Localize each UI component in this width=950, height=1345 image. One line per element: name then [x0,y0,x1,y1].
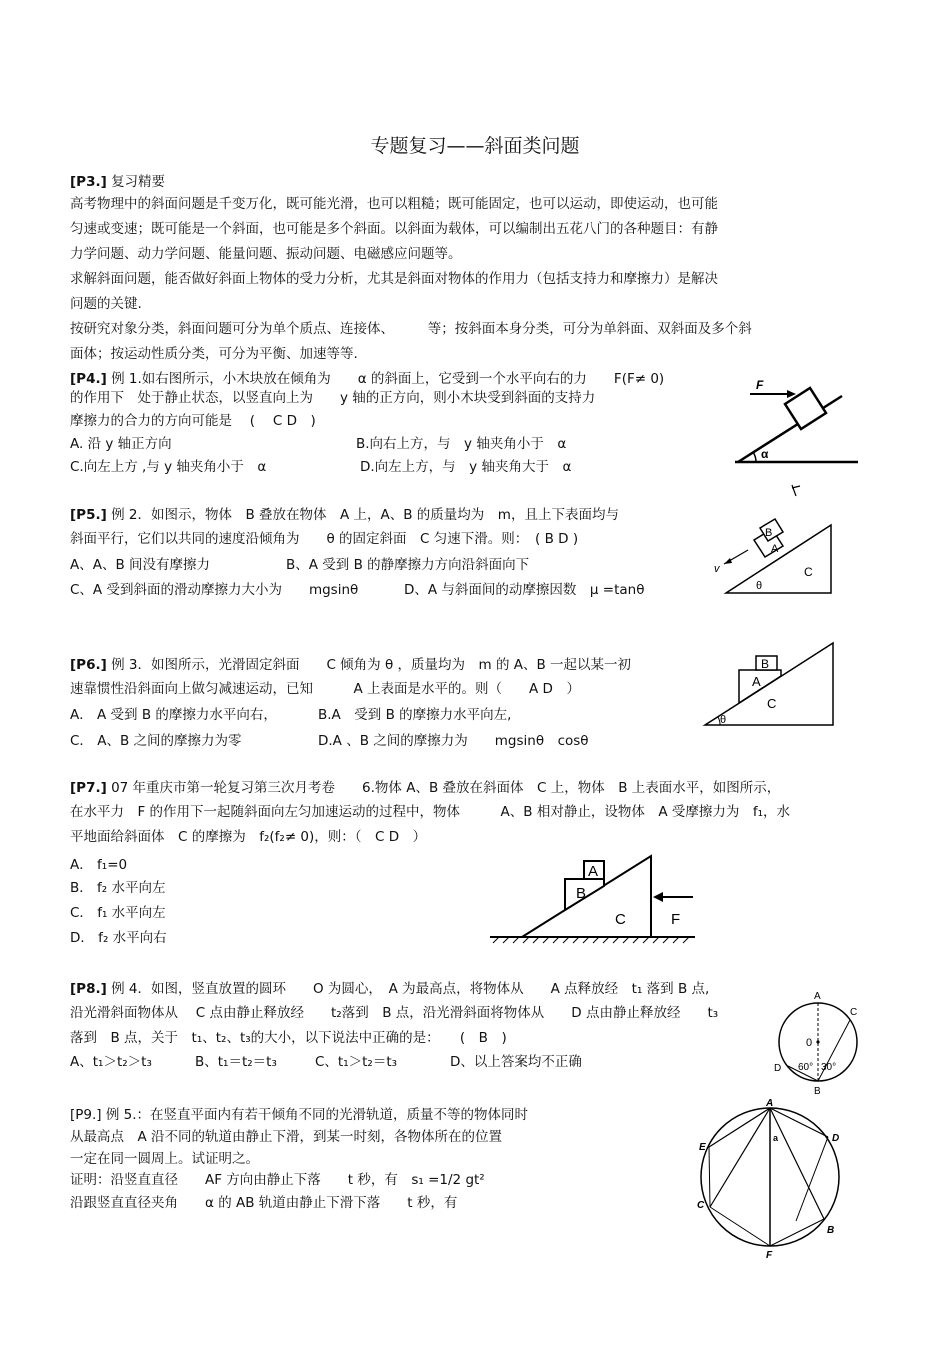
p7-option: D． f₂ 水平向右 [70,930,167,946]
block-a-label: A [588,863,599,880]
p7-line: 在水平力 F 的作用下一起随斜面向左匀加速运动的过程中，物体 A、B 相对静止，设物体 A 受摩擦力为 f₁，水 [70,804,791,820]
intro-line: 面体；按运动性质分类，可分为平衡、加速等等. [70,346,358,362]
point-d-label: D [774,1063,782,1074]
p6-option: D.A 、B 之间的摩擦力为 mgsinθ cosθ [318,733,589,749]
point-b-label: B [827,1225,835,1236]
page-title: 专题复习——斜面类问题 [370,135,580,157]
p5-line: 斜面平行，它们以共同的速度沿倾角为 θ 的固定斜面 C 匀速下滑。则： ( B D ) [70,531,579,547]
point-a-label: A [814,991,821,1002]
incline-label: C [767,696,777,711]
p7-line: 平地面给斜面体 C 的摩擦为 f₂(f₂≠ 0)，则：（ C D ） [70,829,427,845]
intro-heading-text: 复习精要 [111,174,166,190]
intro-line: 匀速或变速；既可能是一个斜面，也可能是多个斜面。以斜面为载体，可以编制出五花八门的各种题目：有静 [70,221,718,237]
stray-mark [792,485,800,496]
p5-tag: [P5.] [70,507,107,523]
p6-option: B.A 受到 B 的摩擦力水平向左, [318,707,512,723]
p4-line [70,370,664,388]
intro-line: 按研究对象分类，斜面问题可分为单个质点、连接体、 等；按斜面本身分类，可分为单斜面、双斜面及多个斜 [70,321,752,337]
angle-label: α [761,447,769,461]
angle-label: θ [756,580,763,592]
point-d-label: D [832,1133,840,1144]
p8-line-text: 例 4．如图，竖直放置的圆环 O 为圆心， A 为最高点，将物体从 A 点释放经 t₁ 落到 B 点, [111,981,710,997]
p5-option: D、A 与斜面间的动摩擦因数 μ =tanθ [404,582,645,598]
p4-line: 摩擦力的合力的方向可能是 ( C D ) [70,413,316,429]
p5-line [70,506,619,524]
p8-tag: [P8.] [70,981,107,997]
p8-option: A、t₁＞t₂＞t₃ [70,1054,152,1070]
p6-option: A． A 受到 B 的摩擦力水平向右， [70,707,277,723]
point-c-label: C [697,1200,705,1211]
intro-line: 高考物理中的斜面问题是千变万化，既可能光滑，也可以粗糙；既可能固定，也可以运动，即使运动，也可能 [70,196,718,212]
p8-option: C、t₁＞t₂＝t₃ [315,1054,398,1070]
p4-line-text: 例 1.如右图所示，小木块放在倾角为 α 的斜面上，它受到一个水平向右的力 F(F≠ 0) [111,371,665,387]
chord-ac [710,1108,770,1207]
incline-label: C [804,565,813,579]
p6-tag: [P6.] [70,657,107,673]
block-a-label: A [771,543,779,555]
point-a-label: A [766,1098,774,1109]
p7-incline-figure [485,850,700,950]
p4-option: A. 沿 y 轴正方向 [70,436,172,452]
intro-tag: [P3.] [70,174,107,190]
intro-line: 求解斜面问题，能否做好斜面上物体的受力分析，尤其是斜面对物体的作用力（包括支持力和摩擦力）是解决 [70,271,718,287]
p9-line-text: 例 5.：在竖直平面内有若干倾角不同的光滑轨道，质量不等的物体同时 [105,1107,529,1123]
angle-label: θ [720,714,727,726]
p9-circle-figure [695,1095,855,1265]
point-c-label: C [850,1007,858,1018]
p8-option: D、以上答案均不正确 [450,1054,582,1070]
p6-incline-figure [700,640,840,730]
center-point [816,1040,819,1043]
p4-option: C.向左上方 ,与 y 轴夹角小于 α [70,459,267,475]
p9-line: 证明：沿竖直直径 AF 方向由静止下落 t 秒，有 s₁ =1/2 gt² [70,1172,485,1188]
point-f-label: F [766,1250,773,1261]
p7-tag: [P7.] [70,780,107,796]
force-arrowhead [653,892,663,902]
angle-30-label: 30° [821,1062,837,1073]
p6-line [70,656,631,674]
p8-line: 沿光滑斜面物体从 C 点由静止释放经 t₂落到 B 点，沿光滑斜面将物体从 D 点由静止释放经 t₃ [70,1005,719,1021]
chord-fb [770,1219,824,1246]
angle-60-label: 60° [798,1062,814,1073]
p7-line [70,779,780,797]
p7-option: A． f₁=0 [70,857,128,873]
p4-option: B.向右上方，与 y 轴夹角小于 α [356,436,567,452]
p7-option: B． f₂ 水平向左 [70,880,166,896]
p4-tag: [P4.] [70,371,107,387]
velocity-arrowhead [724,558,732,564]
block-b-label: B [576,885,587,902]
intro-heading [70,173,165,191]
block-a-label: A [752,674,761,689]
intro-line: 问题的关键. [70,296,142,312]
p5-option: C、A 受到斜面的滑动摩擦力大小为 mgsinθ [70,582,359,598]
p8-line [70,980,709,998]
p6-option: C． A、B 之间的摩擦力为零 [70,733,242,749]
velocity-label: v [714,563,720,575]
alpha-label: a [773,1133,779,1143]
p4-option: D.向左上方，与 y 轴夹角大于 α [360,459,572,475]
p5-option: A、A、B 间没有摩擦力 [70,557,211,573]
block-b-label: B [765,527,773,539]
center-label: 0 [806,1037,813,1049]
chord-ec [709,1147,710,1207]
force-label: F [756,378,764,392]
chord-ae [709,1108,770,1147]
p4-incline-figure [730,370,870,470]
point-b-label: B [814,1086,821,1097]
p8-circle-figure [770,985,865,1100]
angle-arc [753,452,756,462]
p6-line: 速靠惯性沿斜面向上做匀减速运动，已知 A 上表面是水平的。则（ A D ） [70,681,580,697]
force-label: F [671,911,681,928]
p8-option: B、t₁＝t₂＝t₃ [195,1054,277,1070]
p7-line-text: 07 年重庆市第一轮复习第三次月考卷 6.物体 A、B 叠放在斜面体 C 上，物体 B 上表面水平，如图所示， [111,780,781,796]
p9-line: 从最高点 A 沿不同的轨道由静止下滑，到某一时刻，各物体所在的位置 [70,1129,503,1145]
chord-cf [710,1207,770,1246]
point-e-label: E [699,1142,706,1153]
p6-line-text: 例 3．如图所示，光滑固定斜面 C 倾角为 θ ，质量均为 m 的 A、B 一起以某一初 [111,657,632,673]
p8-line: 落到 B 点，关于 t₁、t₂、t₃的大小，以下说法中正确的是： ( B ) [70,1030,507,1046]
block-b-label: B [761,657,770,671]
p7-option: C． f₁ 水平向左 [70,905,166,921]
intro-line: 力学问题、动力学问题、能量问题、振动问题、电磁感应问题等。 [70,246,462,262]
chord-d [796,1137,828,1221]
p9-line: 沿跟竖直直径夹角 α 的 AB 轨道由静止下滑下落 t 秒，有 [70,1195,458,1211]
p9-line [70,1106,528,1124]
p9-line: 一定在同一圆周上。试证明之。 [70,1151,259,1167]
chord-ad [770,1108,828,1137]
p5-line-text: 例 2．如图示，物体 B 叠放在物体 A 上，A、B 的质量均为 m，且上下表面均与 [111,507,619,523]
p4-line: 的作用下 处于静止状态，以竖直向上为 y 轴的正方向，则小木块受到斜面的支持力 [70,390,596,406]
p5-option: B、A 受到 B 的静摩擦力方向沿斜面向下 [286,557,530,573]
p5-incline-figure [700,480,880,600]
incline-label: C [615,911,626,928]
p9-tag: [P9.] [70,1107,102,1123]
